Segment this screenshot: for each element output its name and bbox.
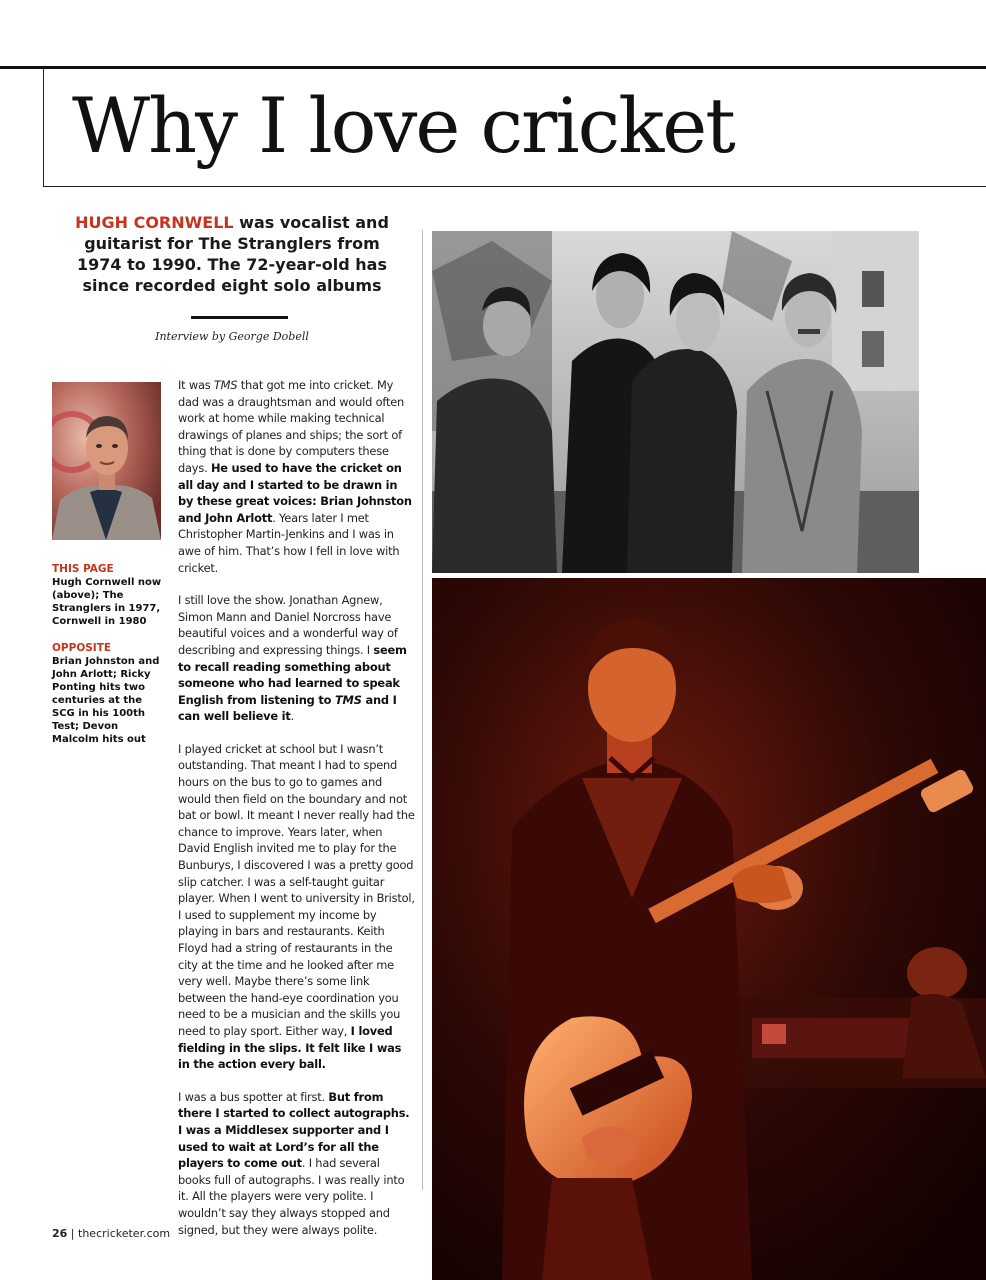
- text-run: . Years later I met Christopher Martin-Jenkins and I was in awe of him. That’s how I fell in love with cricket.: [178, 510, 400, 575]
- article-paragraph-1: [178, 377, 415, 576]
- photo-captions: [52, 563, 162, 760]
- text-run: .: [290, 709, 295, 724]
- text-run: . I had several books full of autographs. I was really into it. All the players were very polite. I wouldn’t say they always stopped and signed, but they were always polite.: [178, 1156, 405, 1237]
- text-run-bold: and I can well believe it: [178, 692, 397, 724]
- footer-site: thecricketer.com: [78, 1227, 171, 1240]
- article-body: [178, 377, 415, 1254]
- text-run: I was a bus spotter at first.: [178, 1089, 329, 1104]
- intro-name: HUGH CORNWELL: [75, 213, 234, 232]
- text-run-italic: TMS: [213, 378, 238, 392]
- opposite-caption: Brian Johnston and John Arlott; Ricky Ponting hits two centuries at the SCG in his 100th Test; Devon Malcolm hits out: [52, 656, 160, 745]
- top-rule: [0, 66, 986, 69]
- intro-rule: [191, 316, 288, 319]
- page-number: 26: [52, 1227, 68, 1240]
- portrait-photo: [52, 382, 161, 540]
- text-run-bold: seem to recall reading something about someone who had learned to speak English from listening to: [178, 642, 407, 707]
- left-rule: [43, 69, 44, 186]
- title-rule: [43, 186, 986, 187]
- article-paragraph-3: [178, 741, 415, 1073]
- article-paragraph-2: [178, 592, 415, 725]
- text-run-bold: I loved fielding in the slips. It felt like I was in the action every ball.: [178, 1023, 402, 1072]
- byline: Interview by George Dobell: [155, 330, 309, 343]
- page-footer: [52, 1227, 170, 1240]
- band-photo-1977: [432, 231, 919, 573]
- cornwell-1980-photo: [432, 578, 986, 1280]
- text-run-bold-italic: TMS: [334, 692, 362, 707]
- text-run-bold: But from there I started to collect autographs. I was a Middlesex supporter and I used to wait at Lord’s for all the players to come out: [178, 1089, 410, 1171]
- footer-separator: |: [67, 1227, 79, 1240]
- this-page-caption-label: THIS PAGE: [52, 563, 114, 575]
- text-run: I still love the show. Jonathan Agnew, Simon Mann and Daniel Norcross have beautiful voices and a wonderful way of describing and expressing things. I: [178, 593, 398, 657]
- opposite-caption-label: OPPOSITE: [52, 642, 112, 654]
- page-title: Why I love cricket: [72, 81, 734, 170]
- text-run: I played cricket at school but I wasn’t outstanding. That meant I had to spend hours on the bus to go to games and would then field on the boundary and not bat or bowl. It meant I never really had the chance to improve. Years later, when David English invited me to play for the Bunburys, I discovered I was a pretty good slip catcher. I was a self-taught guitar player. When I went to university in Bristol, I used to supplement my income by playing in bars and restaurants. Keith Floyd had a string of restaurants in the city at the time and he looked after me very well. Maybe there’s some link between the hand-eye coordination you need to be a musician and the skills you need to play sport. Either way,: [178, 741, 415, 1038]
- text-run: It was: [178, 378, 214, 392]
- text-run-bold: He used to have the cricket on all day and I started to be drawn in by these great voices: Brian Johnston and John Arlott: [178, 460, 412, 525]
- this-page-caption: Hugh Cornwell now (above); The Stranglers in 1977, Cornwell in 1980: [52, 577, 162, 627]
- article-paragraph-4: [178, 1089, 415, 1238]
- intro-standfirst: [62, 212, 402, 296]
- text-run: that got me into cricket. My dad was a draughtsman and would often work at home while making technical drawings of planes and ships; the sort of thing that is done by computers these days.: [178, 378, 405, 475]
- column-rule: [422, 230, 423, 1190]
- intro-text: was vocalist and guitarist for The Stranglers from 1974 to 1990. The 72-year-old has since recorded eight solo albums: [77, 213, 389, 295]
